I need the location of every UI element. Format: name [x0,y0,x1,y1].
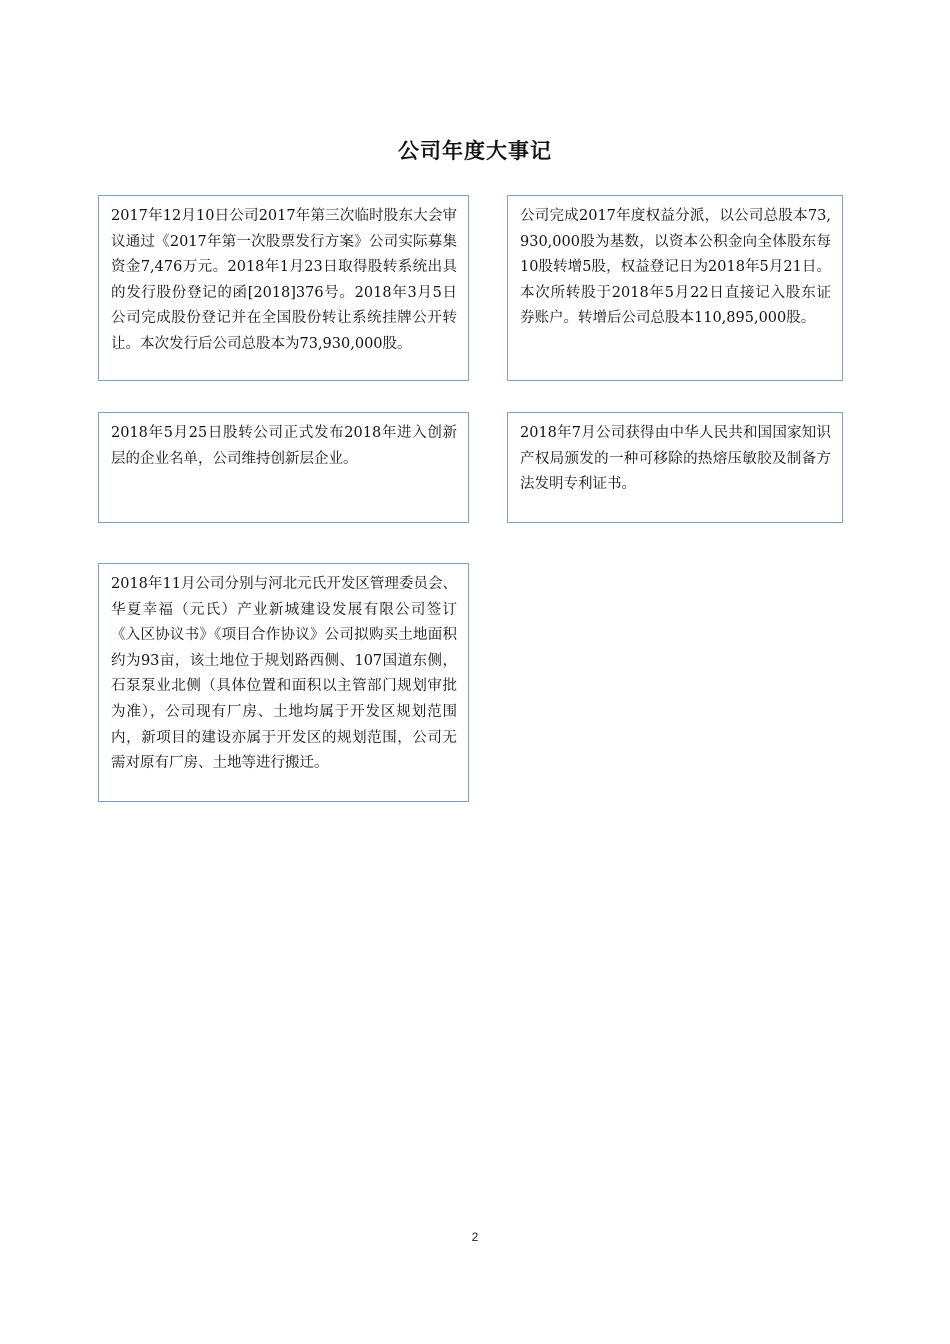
page-title: 公司年度大事记 [398,139,552,163]
event-box-equity-distribution [507,195,843,381]
event-text: 2018年7月公司获得由中华人民共和国国家知识产权局颁发的一种可移除的热熔压敏胶及制备方法发明专利证书。 [520,425,831,493]
event-box-patent [507,412,843,523]
event-box-land-agreement [98,563,469,802]
event-text: 公司完成2017年度权益分派，以公司总股本73,930,000股为基数，以资本公积金向全体股东每10股转增5股，权益登记日为2018年5月21日。本次所转股于2018年5月22日直接记入股东证券账户。转增后公司总股本110,895,000股。 [520,208,831,327]
page-number: 2 [471,1230,479,1244]
event-text: 2017年12月10日公司2017年第三次临时股东大会审议通过《2017年第一次股票发行方案》公司实际募集资金7,476万元。2018年1月23日取得股转系统出具的发行股份登记的函[2018]376号。2018年3月5日公司完成股份登记并在全国股份转让系统挂牌公开转让。本次发行后公司总股本为73,930,000股。 [111,208,457,352]
event-text: 2018年11月公司分别与河北元氏开发区管理委员会、华夏幸福（元氏）产业新城建设发展有限公司签订《入区协议书》《项目合作协议》公司拟购买土地面积约为93亩，该土地位于规划路西侧、107国道东侧，石泵泵业北侧（具体位置和面积以主管部门规划审批为准），公司现有厂房、土地均属于开发区规划范围内，新项目的建设亦属于开发区的规划范围，公司无需对原有厂房、土地等进行搬迁。 [111,576,457,772]
event-box-share-issuance [98,195,469,381]
event-box-innovation-tier [98,412,469,523]
event-text: 2018年5月25日股转公司正式发布2018年进入创新层的企业名单，公司维持创新层企业。 [111,425,457,467]
